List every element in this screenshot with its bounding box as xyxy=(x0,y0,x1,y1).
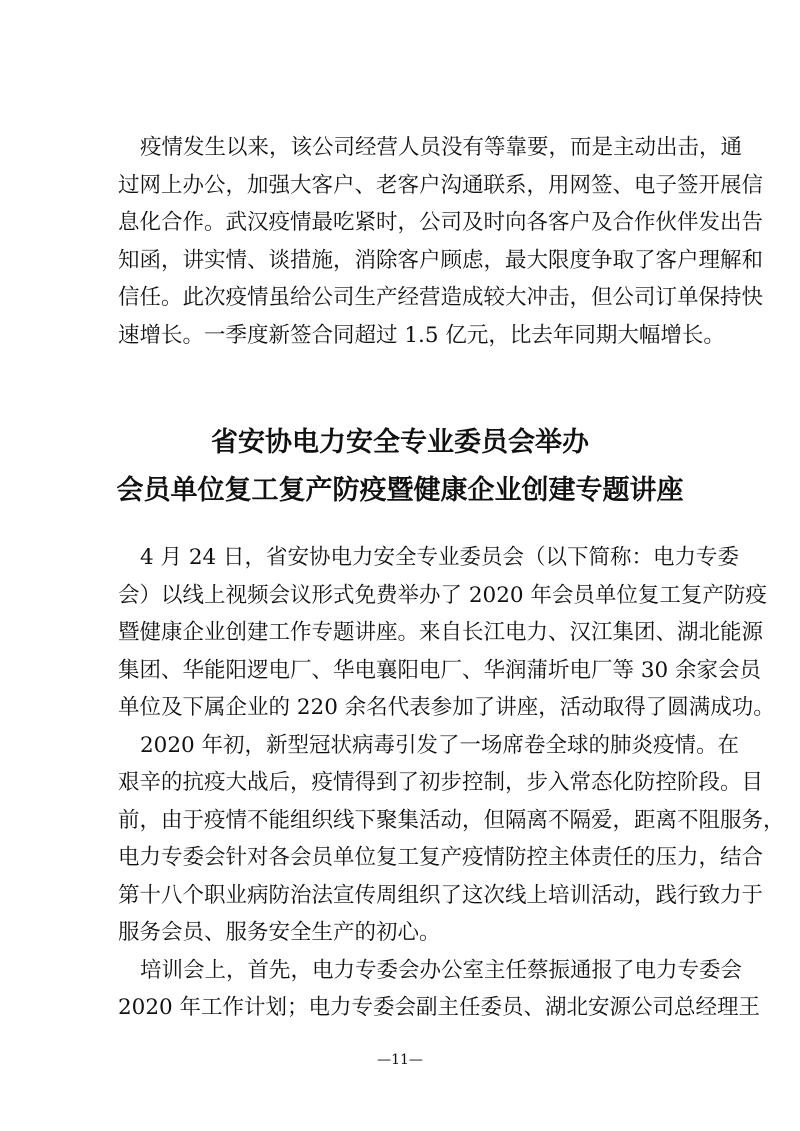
text-line: 电力专委会针对各会员单位复工复产疫情防控主体责任的压力，结合 xyxy=(118,845,764,870)
text-line: 集团、华能阳逻电厂、华电襄阳电厂、华润蒲圻电厂等 30 余家会员 xyxy=(118,658,762,683)
text-line: 疫情发生以来，该公司经营人员没有等靠要，而是主动出击，通 xyxy=(140,135,743,160)
page-number: —11— xyxy=(377,1052,423,1068)
text-line: 暨健康企业创建工作专题讲座。来自长江电力、汉江集团、湖北能源 xyxy=(118,620,764,645)
article-title-line-1: 省安协电力安全专业委员会举办 xyxy=(211,427,589,458)
text-line: 过网上办公，加强大客户、老客户沟通联系，用网签、电子签开展信 xyxy=(118,173,764,198)
text-line: 培训会上，首先，电力专委会办公室主任蔡振通报了电力专委会 xyxy=(140,958,743,983)
text-line: 前，由于疫情不能组织线下聚集活动，但隔离不隔爱，距离不阻服务， xyxy=(118,808,785,833)
text-line: 4 月 24 日，省安协电力安全专业委员会（以下简称：电力专委 xyxy=(140,545,740,570)
text-line: 会）以线上视频会议形式免费举办了 2020 年会员单位复工复产防疫 xyxy=(118,583,767,608)
text-line: 息化合作。武汉疫情最吃紧时，公司及时向各客户及合作伙伴发出告 xyxy=(118,210,764,235)
text-line: 单位及下属企业的 220 余名代表参加了讲座，活动取得了圆满成功。 xyxy=(118,695,775,720)
text-line: 2020 年初，新型冠状病毒引发了一场席卷全球的肺炎疫情。在 xyxy=(140,733,740,758)
text-line: 信任。此次疫情虽给公司生产经营造成较大冲击，但公司订单保持快 xyxy=(118,285,764,310)
text-line: 速增长。一季度新签合同超过 1.5 亿元，比去年同期大幅增长。 xyxy=(118,323,725,348)
text-line: 艰辛的抗疫大战后，疫情得到了初步控制，步入常态化防控阶段。目 xyxy=(118,770,764,795)
text-line: 第十八个职业病防治法宣传周组织了这次线上培训活动，践行致力于 xyxy=(118,883,764,908)
text-line: 服务会员、服务安全生产的初心。 xyxy=(118,920,441,945)
text-line: 2020 年工作计划；电力专委会副主任委员、湖北安源公司总经理王 xyxy=(118,995,761,1020)
text-line: 知函，讲实情、谈措施，消除客户顾虑，最大限度争取了客户理解和 xyxy=(118,248,764,273)
article-title-line-2: 会员单位复工复产防疫暨健康企业创建专题讲座 xyxy=(116,475,684,506)
